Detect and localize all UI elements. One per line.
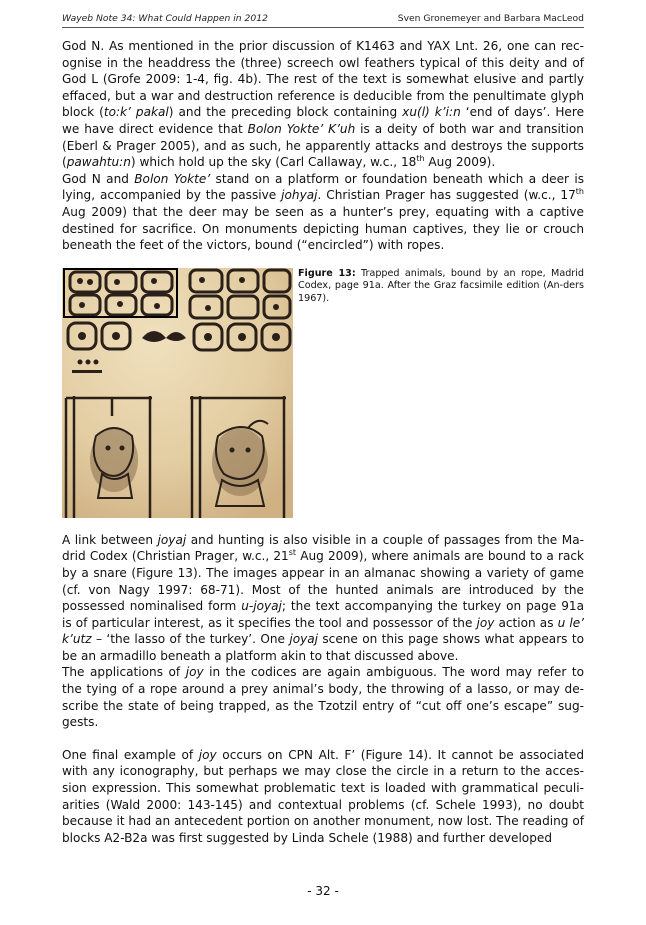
header-authors: Sven Gronemeyer and Barbara MacLeod bbox=[397, 13, 584, 24]
italic-term: u le’ k’utz bbox=[62, 615, 584, 647]
body-text bbox=[62, 38, 584, 846]
ordinal-suffix: st bbox=[288, 548, 297, 558]
paragraph-cpn-alt-f bbox=[62, 747, 584, 847]
text-run: God N. As mentioned in the prior discussion of K1463 and YAX Lnt. 26, one can rec-ognise in the headdress the (three) screech owl feathers typical of this deity and of God L (Grofe 2009: 1-4, fig. 4b). The rest of the text is somewhat elusive and partly effaced, but a war and destruction reference is deducible from the penultimate glyph block ( bbox=[62, 39, 584, 120]
text-run: ; the text accompanying the turkey on page 91a is of particular interest, as it specifies the tool and possessor of the bbox=[62, 599, 584, 630]
paragraph-deer bbox=[62, 171, 584, 254]
paragraph-god-n bbox=[62, 38, 584, 171]
text-run: ) and the preceding block containing bbox=[168, 105, 403, 120]
text-run: Aug 2009) that the deer may be seen as a hunter’s prey, equating with a captive destined for sacrifice. On monuments depicting human captives, they lie or crouch beneath the feet of the victors, bound (“encircled”) with ropes. bbox=[62, 204, 584, 253]
figure-13 bbox=[62, 268, 584, 518]
header-series-title: Wayeb Note 34: What Could Happen in 2012 bbox=[62, 13, 268, 24]
text-run: A link between bbox=[62, 532, 158, 547]
italic-term: xu(l) k’i:n bbox=[402, 105, 461, 120]
italic-term: joyaj bbox=[157, 532, 187, 547]
italic-term: u-joyaj bbox=[241, 599, 282, 614]
italic-term: pawahtu:n bbox=[66, 155, 131, 170]
italic-term: joy bbox=[198, 747, 217, 762]
text-run: ‘end of days’. Here we have direct evidence that bbox=[62, 105, 585, 136]
italic-term: joy bbox=[185, 665, 204, 680]
text-run: – ‘the lasso of the turkey’. One bbox=[91, 632, 290, 647]
caption-label: Figure 13: bbox=[298, 267, 356, 279]
italic-term: johyaj bbox=[281, 188, 318, 203]
text-run: and hunting is also visible in a couple of passages from the Ma-drid Codex (Christian Prager, w.c., 21 bbox=[62, 532, 584, 564]
text-run: One final example of bbox=[62, 747, 199, 762]
ordinal-suffix: th bbox=[416, 154, 425, 164]
italic-term: Bolon Yokte’ K’uh bbox=[247, 121, 356, 136]
text-run: scene on this page shows what appears to be an armadillo beneath a platform akin to that discussed above. bbox=[62, 632, 584, 663]
italic-term: to:k’ pakal bbox=[103, 105, 169, 120]
text-run: ) which hold up the sky (Carl Callaway, w.c., 18 bbox=[130, 155, 417, 170]
text-run: stand on a platform or foundation beneath which a deer is lying, accompanied by the passive bbox=[62, 171, 585, 203]
text-run: . Christian Prager has suggested (w.c., 17 bbox=[317, 188, 576, 203]
italic-term: Bolon Yokte’ bbox=[134, 171, 211, 186]
figure-caption bbox=[298, 268, 584, 306]
running-header bbox=[62, 13, 584, 28]
text-run: Aug 2009). bbox=[424, 155, 496, 170]
italic-term: joy bbox=[476, 615, 495, 630]
italic-term: joyaj bbox=[289, 632, 319, 647]
paragraph-gap bbox=[62, 731, 584, 747]
text-run: is a deity of both war and transition (Eberl & Prager 2005), and as such, he apparently attacks and destroys the supports ( bbox=[62, 121, 584, 170]
text-run: God N and bbox=[62, 171, 135, 186]
codex-image bbox=[62, 268, 293, 518]
text-run: occurs on CPN Alt. F’ (Figure 14). It cannot be associated with any iconography, but perhaps we may close the circle in a return to the acces-sion expression. This somewhat problematic text is loaded with grammatical peculi-arities (Wald 2000: 143-145) and contextual problems (cf. Schele 1993), no doubt because it had an antecedent portion on another monument, now lost. The reading of blocks A2-B2a was first suggested by Linda Schele (1988) and further developed bbox=[62, 747, 584, 845]
page-number: - 32 - bbox=[307, 884, 339, 898]
text-run: action as bbox=[494, 615, 558, 630]
paragraph-joyaj-hunting bbox=[62, 532, 584, 665]
paragraph-codices bbox=[62, 664, 584, 730]
caption-text: Trapped animals, bound by an rope, Madrid Codex, page 91a. After the Graz facsimile edition (An-ders 1967). bbox=[298, 267, 584, 304]
ordinal-suffix: th bbox=[575, 187, 585, 197]
text-run: in the codices are again ambiguous. The word may refer to the tying of a rope around a prey animal’s body, the throwing of a lasso, or may de-scribe the state of being trapped, as the Tzotzil entry of “cut off one’s escape” sug-gests. bbox=[62, 665, 584, 730]
text-run: Aug 2009), where animals are bound to a rack by a snare (Figure 13). The images appear in an almanac showing a variety of game (cf. von Nagy 1997: 68-71). Most of the hunted animals are introduced by the possessed nominalised form bbox=[62, 549, 585, 614]
text-run: The applications of bbox=[62, 665, 186, 680]
